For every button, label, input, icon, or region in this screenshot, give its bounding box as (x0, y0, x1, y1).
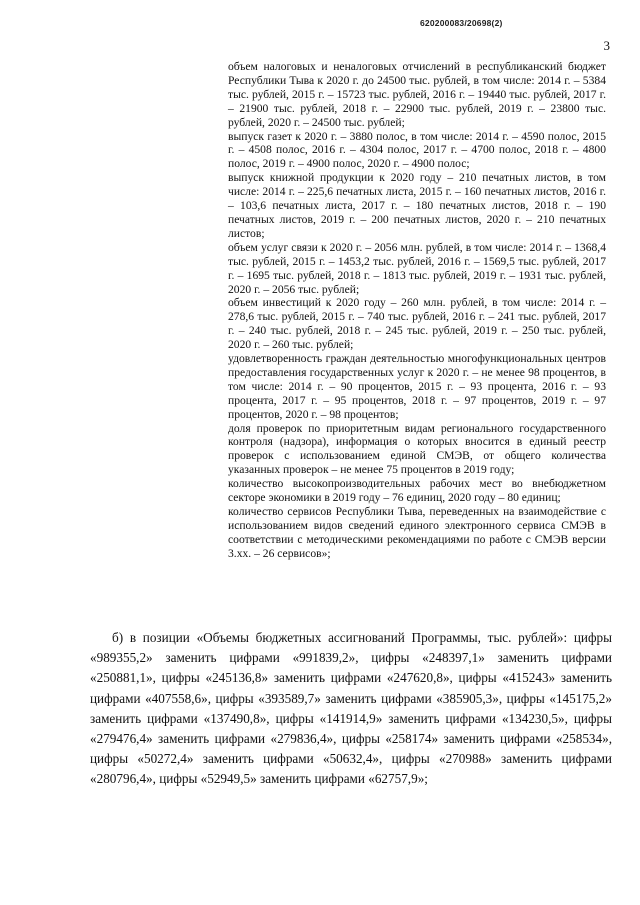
indicator-newspapers: выпуск газет к 2020 г. – 3880 полос, в том числе: 2014 г. – 4590 полос, 2015 г. – 4508 полос, 2016 г. – 4304 полос, 2017 г. – 4700 полос, 2018 г. – 4800 полос, 2019 г. – 4900 полос, 2020 г. – 4900 полос; (228, 129, 606, 171)
amendment-text: б) в позиции «Объемы бюджетных ассигнований Программы, тыс. рублей»: цифры «989355,2» заменить цифрами «991839,2», цифры «248397,1» заменить цифрами «250881,1», цифры «245136,8» заменить цифрами «247620,8», цифры «415243» заменить цифрами «407558,6», цифры «393589,7» заменить цифрами «385905,3», цифры «145175,2» заменить цифрами «137490,8», цифры «141914,9» заменить цифрами «134230,5», цифры «279476,4» заменить цифрами «279836,4», цифры «258174» заменить цифрами «258534», цифры «50272,4» заменить цифрами «50632,4», цифры «270988» заменить цифрами «280796,4», цифры «52949,5» заменить цифрами «62757,9»; (90, 630, 612, 787)
indicator-communication-services: объем услуг связи к 2020 г. – 2056 млн. рублей, в том числе: 2014 г. – 1368,4 тыс. рублей, 2015 г. – 1453,2 тыс. рублей, 2016 г. – 1569,5 тыс. рублей, 2017 г. – 1695 тыс. рублей, 2018 г. – 1813 тыс. рублей, 2019 г. – 1931 тыс. рублей, 2020 г. – 2056 тыс. рублей; (228, 240, 606, 296)
indicator-inspections-share: доля проверок по приоритетным видам регионального государственного контроля (надзора), информация о которых вносится в единый реестр проверок с использованием единой СМЭВ, от общего количества указанных проверок – не менее 75 процентов в 2019 году; (228, 421, 606, 477)
indicator-tax-revenue: объем налоговых и неналоговых отчислений в республиканский бюджет Республики Тыва к 2020 г. до 24500 тыс. рублей, в том числе: 2014 г. – 5384 тыс. рублей, 2015 г. – 15723 тыс. рублей, 2016 г. – 19440 тыс. рублей, 2017 г. – 21900 тыс. рублей, 2018 г. – 22900 тыс. рублей, 2019 г. – 23800 тыс. рублей, 2020 г. – 24500 тыс. рублей; (228, 60, 606, 129)
indicators-list (228, 60, 606, 561)
page-number: 3 (603, 38, 610, 53)
indicator-mfc-satisfaction: удовлетворенность граждан деятельностью многофункциональных центров предоставления государственных услуг к 2020 г. – не менее 98 процентов, в том числе: 2014 г. – 90 процентов, 2015 г. – 93 процента, 2016 г. – 93 процента, 2017 г. – 95 процентов, 2018 г. – 97 процентов, 2019 г. – 97 процентов, 2020 г. – 98 процентов; (228, 352, 606, 421)
indicator-books: выпуск книжной продукции к 2020 году – 210 печатных листов, в том числе: 2014 г. – 225,6 печатных листа, 2015 г. – 160 печатных листов, 2016 г. – 103,6 печатных листа, 2017 г. – 180 печатных листов, 2018 г. – 190 печатных листов, 2019 г. – 200 печатных листов, 2020 г. – 210 печатных листов; (228, 171, 606, 240)
document-id: 620200083/20698(2) (420, 18, 503, 28)
amendment-paragraph (90, 628, 612, 790)
indicator-smev-services: количество сервисов Республики Тыва, переведенных на взаимодействие с использованием видов сведений единого электронного сервиса СМЭВ в соответствии с методическими рекомендациями по работе с СМЭВ версии 3.хх. – 26 сервисов»; (228, 505, 606, 560)
indicator-investments: объем инвестиций к 2020 году – 260 млн. рублей, в том числе: 2014 г. – 278,6 тыс. рублей, 2015 г. – 740 тыс. рублей, 2016 г. – 241 тыс. рублей, 2017 г. – 240 тыс. рублей, 2018 г. – 245 тыс. рублей, 2019 г. – 250 тыс. рублей, 2020 г. – 260 тыс. рублей; (228, 296, 606, 352)
indicator-workplaces: количество высокопроизводительных рабочих мест во внебюджетном секторе экономики в 2019 году – 76 единиц, 2020 году – 80 единиц; (228, 477, 606, 505)
